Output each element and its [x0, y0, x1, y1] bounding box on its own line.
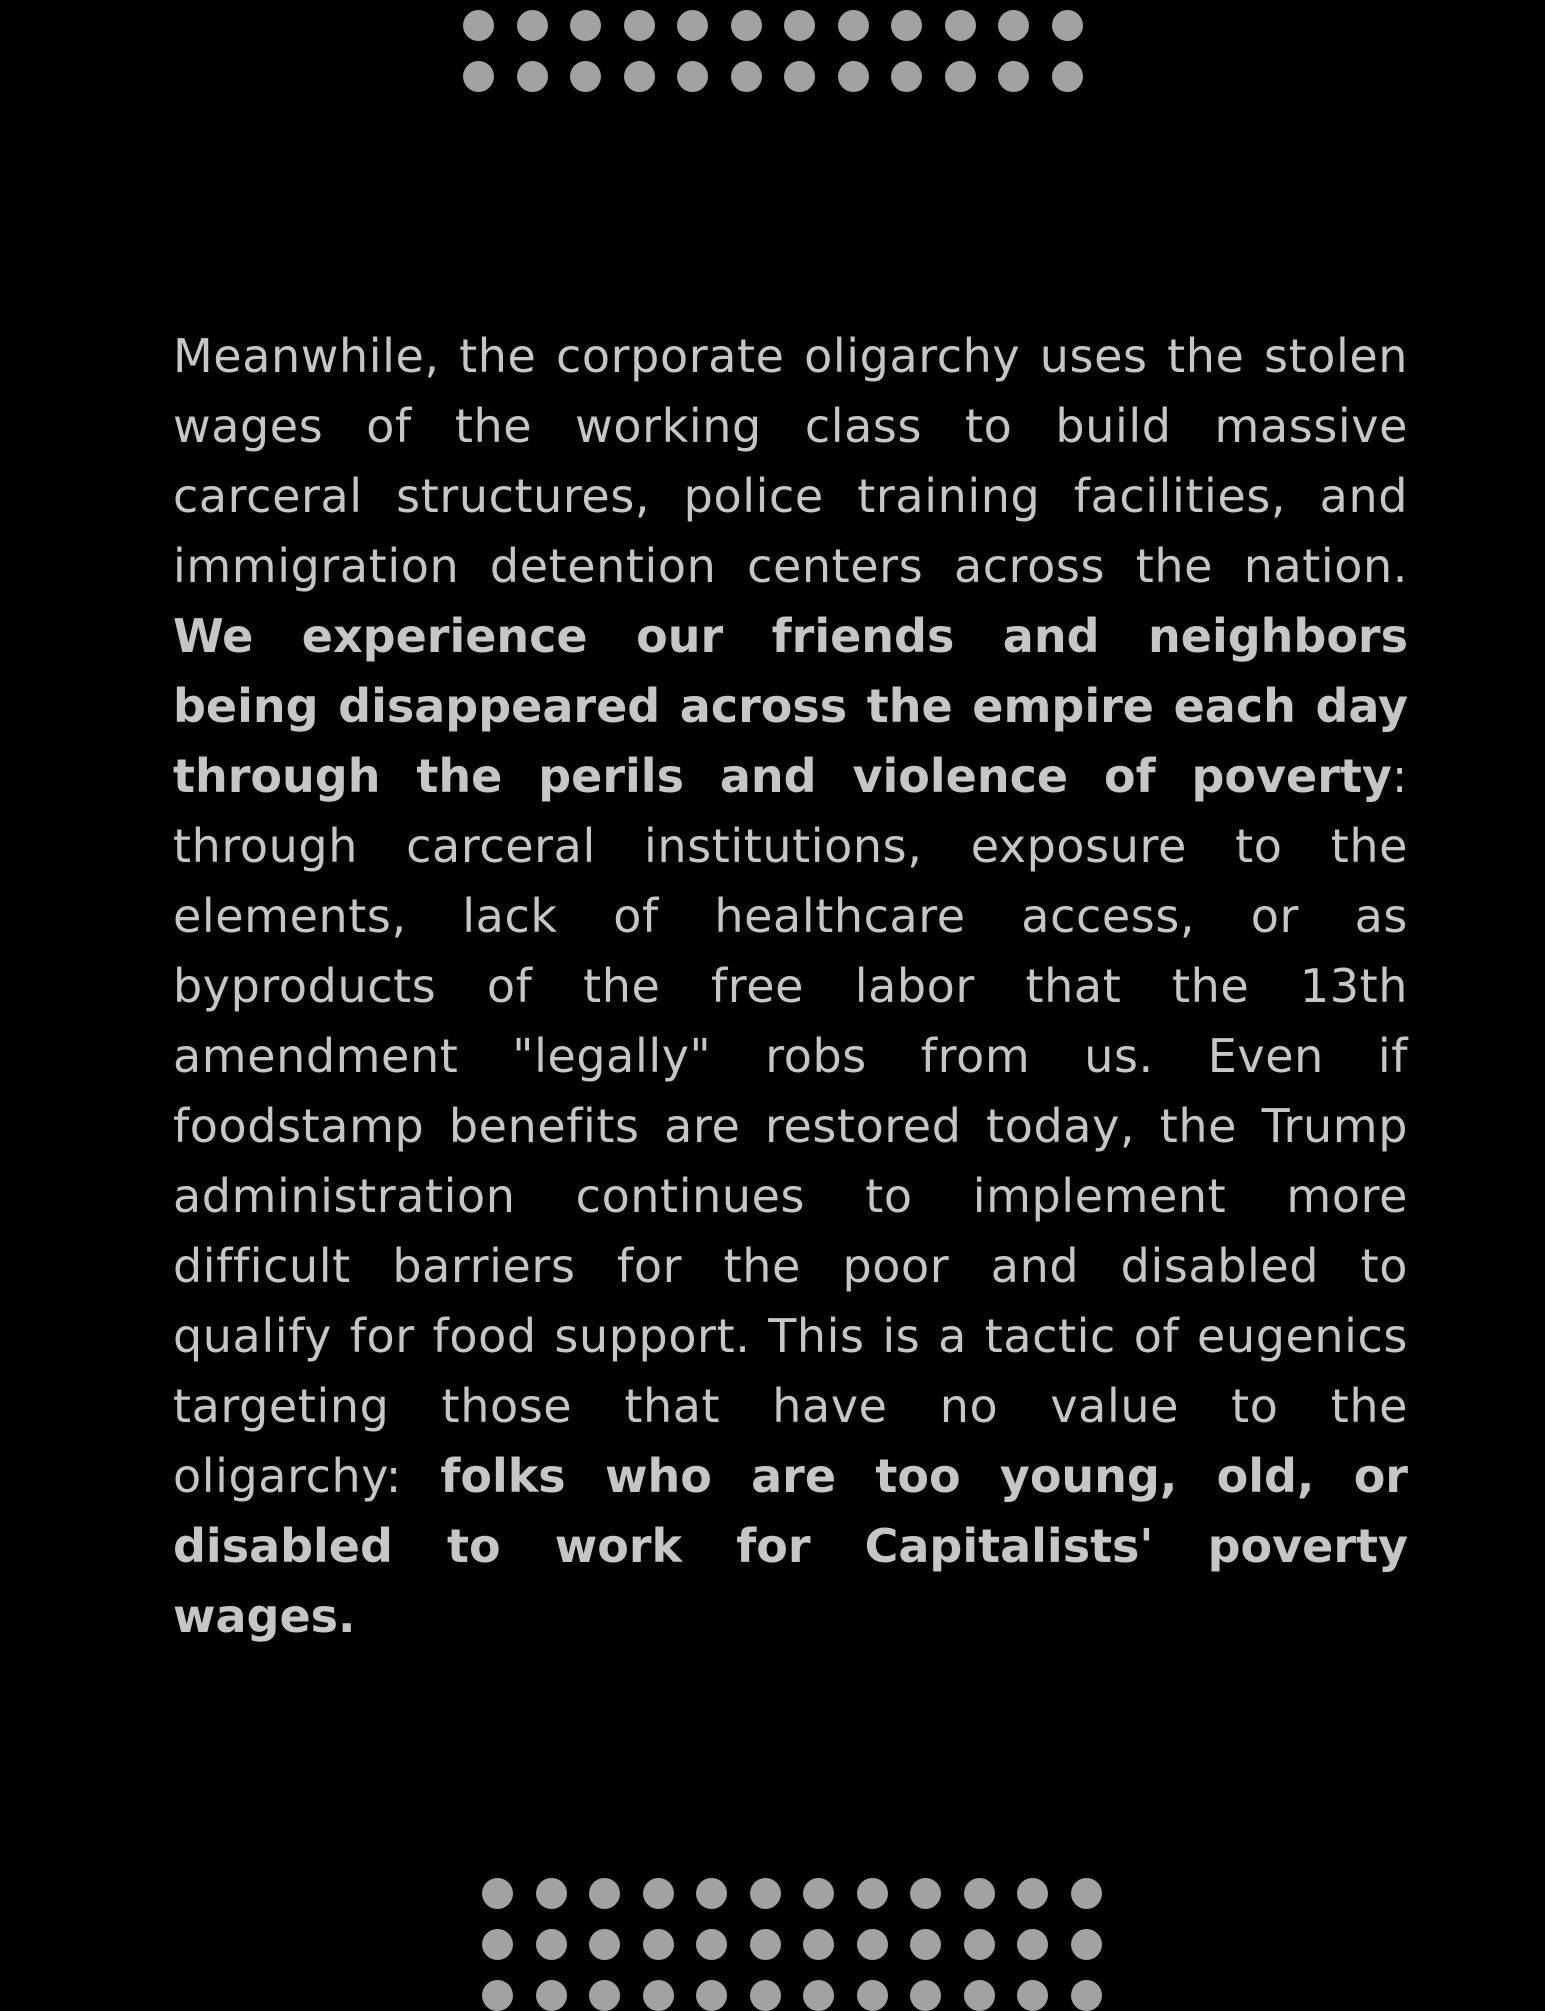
decorative-dot [517, 10, 548, 41]
paragraph-segment: Meanwhile, the corporate oligarchy uses the stolen wages of the working class to build massive carceral structures, police training facilities, and immigration detention centers across the nation. [173, 329, 1426, 593]
paragraph-segment: : through carceral institutions, exposure to the elements, lack of healthcare access, or as byproducts of the free labor that the 13th amendment "legally" robs from us. Even if foodstamp benefits are restored today, the Trump administration continues to implement more difficult barriers for the poor and disabled to qualify for food support. This is a tactic of eugenics targeting those that have no value to the oligarchy: [173, 749, 1426, 1503]
decorative-dot [677, 61, 708, 92]
decorative-dot [1017, 1878, 1048, 1909]
decorative-dot [696, 1929, 727, 1960]
decorative-dot [482, 1980, 513, 2011]
decorative-dot [784, 61, 815, 92]
decorative-dot [891, 10, 922, 41]
decorative-dot [1017, 1929, 1048, 1960]
decorative-dot [589, 1980, 620, 2011]
decorative-dot [750, 1878, 781, 1909]
bottom-dot-pattern [482, 1878, 1102, 2011]
decorative-dot [536, 1980, 567, 2011]
decorative-dot [857, 1980, 888, 2011]
decorative-dot [536, 1929, 567, 1960]
paragraph-segment-bold: We experience our friends and neighbors being disappeared across the empire each day through the perils and violence of poverty [173, 609, 1427, 803]
decorative-dot [643, 1980, 674, 2011]
decorative-dot [945, 10, 976, 41]
decorative-dot [1052, 10, 1083, 41]
decorative-dot [945, 61, 976, 92]
decorative-dot [1052, 61, 1083, 92]
decorative-dot [750, 1980, 781, 2011]
decorative-dot [964, 1878, 995, 1909]
decorative-dot [838, 10, 869, 41]
decorative-dot [964, 1980, 995, 2011]
decorative-dot [643, 1929, 674, 1960]
decorative-dot [998, 10, 1029, 41]
decorative-dot [910, 1980, 941, 2011]
decorative-dot [624, 10, 655, 41]
decorative-dot [803, 1878, 834, 1909]
body-paragraph [173, 321, 1427, 1651]
decorative-dot [857, 1929, 888, 1960]
decorative-dot [570, 10, 601, 41]
decorative-dot [589, 1929, 620, 1960]
decorative-dot [910, 1878, 941, 1909]
decorative-dot [731, 61, 762, 92]
decorative-dot [910, 1929, 941, 1960]
decorative-dot [517, 61, 548, 92]
decorative-dot [1071, 1878, 1102, 1909]
decorative-dot [803, 1980, 834, 2011]
paragraph-segment-bold: folks who are too young, old, or disabled to work for Capitalists' poverty wages. [173, 1449, 1427, 1643]
decorative-dot [731, 10, 762, 41]
decorative-dot [891, 61, 922, 92]
decorative-dot [998, 61, 1029, 92]
decorative-dot [696, 1980, 727, 2011]
decorative-dot [1017, 1980, 1048, 2011]
decorative-dot [482, 1878, 513, 1909]
decorative-dot [463, 61, 494, 92]
decorative-dot [696, 1878, 727, 1909]
decorative-dot [536, 1878, 567, 1909]
decorative-dot [838, 61, 869, 92]
decorative-dot [857, 1878, 888, 1909]
top-dot-pattern [463, 10, 1083, 92]
decorative-dot [589, 1878, 620, 1909]
decorative-dot [624, 61, 655, 92]
decorative-dot [570, 61, 601, 92]
decorative-dot [964, 1929, 995, 1960]
decorative-dot [463, 10, 494, 41]
decorative-dot [1071, 1980, 1102, 2011]
decorative-dot [482, 1929, 513, 1960]
decorative-dot [677, 10, 708, 41]
decorative-dot [750, 1929, 781, 1960]
decorative-dot [1071, 1929, 1102, 1960]
decorative-dot [784, 10, 815, 41]
decorative-dot [803, 1929, 834, 1960]
decorative-dot [643, 1878, 674, 1909]
